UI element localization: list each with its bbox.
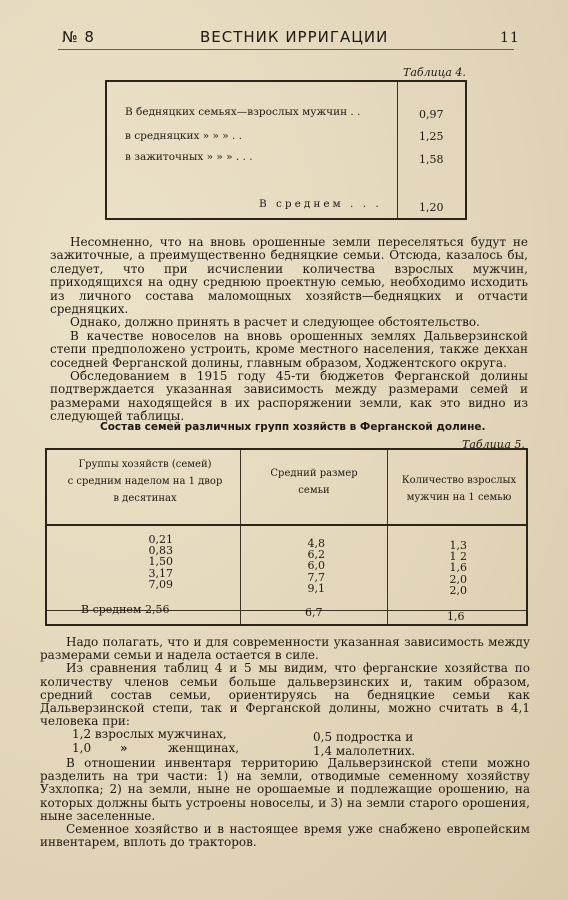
- table5-title: Состав семей различных групп хозяйств в Ферганской долине.: [100, 421, 486, 433]
- header-line: Средний размер: [270, 468, 358, 479]
- paragraph: В отношении инвентаря территорию Дальверзинской степи можно разделить на три части: 1) на земли, отводимые семенному хозяйству Узхлопка; 2) на земли, ныне не орошаемые и подлежащие орошению, на которых должны быть устроены новоселы, и 3) на земли старого орошения, ныне заселенные.: [40, 756, 530, 823]
- table5-average-family-size: 6,7: [305, 606, 323, 619]
- table4-row-value: 0,97: [419, 108, 444, 121]
- paragraph: Семенное хозяйство и в настоящее время уже снабжено европейским инвентарем, вплоть до тракторов.: [40, 822, 530, 850]
- table5-cell: 2,0: [449, 583, 467, 597]
- header-line: Группы хозяйств (семей): [78, 459, 212, 470]
- table5-cell: 6,2: [307, 548, 325, 562]
- composition-line: женщинах,: [168, 741, 240, 755]
- table5-header-family-size: [247, 465, 381, 499]
- table5-cell: 1 2: [449, 550, 467, 564]
- table5-cell: 0,83: [148, 544, 173, 558]
- table5-cell: 1,6: [449, 561, 467, 575]
- table5-column-allotment: [137, 534, 173, 590]
- ditto-mark: »: [120, 741, 128, 755]
- table5-header-rule: [47, 524, 526, 526]
- table4-row-label: В бедняцких семьях—взрослых мужчин . .: [125, 106, 361, 118]
- table5-cell: 7,7: [307, 570, 325, 584]
- table4-caption: Таблица 4.: [403, 66, 466, 79]
- table5-cell: 7,09: [148, 577, 173, 591]
- table4-row-value: 1,58: [419, 153, 444, 166]
- table5-column-adult-men: [439, 540, 467, 596]
- composition-line: 1,2 взрослых мужчинах,: [72, 727, 227, 741]
- table4-row-value: 1,25: [419, 130, 444, 143]
- table4-average-label: В среднем . . .: [259, 198, 382, 210]
- header-line: Количество взрослых: [401, 475, 517, 486]
- table4-row-label: в зажиточных » » » . . .: [125, 151, 253, 163]
- header-line: с средним наделом на 1 двор: [67, 476, 223, 487]
- body-text-2: [40, 636, 530, 728]
- table4-row-label: в средняцких » » » . .: [125, 130, 243, 142]
- header-line: мужчин на 1 семью: [406, 492, 512, 503]
- paragraph: Из сравнения таблиц 4 и 5 мы видим, что ферганские хозяйства по количеству членов семьи больше дальверзинских и, таким образом, средний состав семьи, ориентируясь на бедняцкие семьи как Дальверзинской степи, так и Ферганской долины, можно считать в 4,1 человека при:: [40, 661, 530, 729]
- table5-average-adult-men: 1,6: [447, 610, 465, 623]
- table5-cell: 3,17: [148, 566, 173, 580]
- composition-line: 0,5 подростка и: [313, 730, 414, 744]
- table5-cell: 1,50: [148, 555, 173, 569]
- table5-cell: 9,1: [307, 581, 325, 595]
- table4-column-separator: [397, 82, 398, 218]
- running-header: [0, 28, 568, 50]
- page-number: 11: [500, 30, 520, 46]
- paragraph: Несомненно, что на вновь орошенные земли переселяться будут не зажиточные, а преимущественно бедняцкие семьи. Отсюда, казалось бы, следует, что при исчислении количества взрослых мужчин, приходящихся на одну среднюю проектную семью, необходимо исходить из личного состава маломощных хозяйств—бедняцких и отчасти средняцких.: [50, 235, 528, 317]
- issue-number: № 8: [62, 28, 95, 46]
- table5-cell: 2,0: [449, 572, 467, 586]
- table5-average-label: В среднем: [81, 603, 142, 616]
- table5-cell: 6,0: [307, 559, 325, 573]
- paragraph: Однако, должно принять в расчет и следующее обстоятельство.: [70, 315, 480, 330]
- header-line: семьи: [298, 485, 330, 496]
- table5-caption: Таблица 5.: [462, 438, 525, 451]
- table4: [105, 80, 467, 220]
- paragraph: Обследованием в 1915 году 45-ти бюджетов Ферганской долины подтверждается указанная зависимость между размерами семей и размерами находящейся в их распоряжении земли, как это видно из следующей таблицы.: [50, 369, 528, 424]
- table5-cell: 4,8: [307, 537, 325, 550]
- table5-column-family-size: [297, 538, 325, 594]
- paragraph: Надо полагать, что и для современности указанная зависимость между размерами семьи и надела остается в силе.: [40, 635, 530, 663]
- table5-cell: 0,21: [148, 533, 173, 546]
- table4-average-value: 1,20: [419, 201, 444, 214]
- table5-header-groups: [57, 456, 233, 507]
- table5-column-separator: [387, 450, 388, 624]
- paragraph: В качестве новоселов на вновь орошенных землях Дальверзинской степи предположено устроить, кроме местного населения, также декхан соседней Ферганской долины, главным образом, Ходжентского округа.: [50, 328, 528, 370]
- table5-cell: 1,3: [449, 539, 467, 552]
- composition-line: 1,0: [72, 741, 92, 755]
- header-line: в десятинах: [113, 493, 177, 504]
- composition-line: 1,4 малолетних.: [313, 744, 416, 758]
- body-text-1: [50, 236, 528, 424]
- table5-column-separator: [240, 450, 241, 624]
- header-rule: [58, 49, 514, 50]
- table5-average-allotment: 2,56: [145, 603, 170, 616]
- table5: [45, 448, 528, 626]
- journal-title: ВЕСТНИК ИРРИГАЦИИ: [200, 28, 389, 46]
- body-text-3: [40, 757, 530, 849]
- table5-header-adult-men: [393, 472, 525, 506]
